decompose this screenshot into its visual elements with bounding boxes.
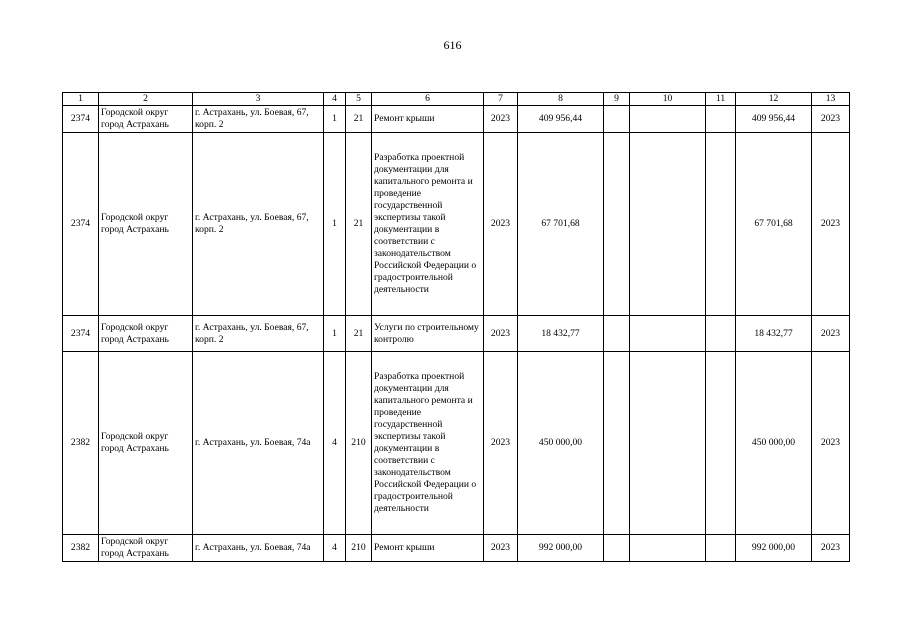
cell-amount-total: 450 000,00 xyxy=(736,352,812,535)
cell-amount: 992 000,00 xyxy=(518,535,604,562)
cell-col4: 1 xyxy=(324,106,346,133)
col-header: 6 xyxy=(372,93,484,106)
cell-year: 2023 xyxy=(484,133,518,316)
col-header: 3 xyxy=(193,93,324,106)
cell-col11 xyxy=(706,352,736,535)
cell-col9 xyxy=(604,133,630,316)
col-header: 2 xyxy=(99,93,193,106)
cell-work-type: Ремонт крыши xyxy=(372,106,484,133)
cell-work-type: Разработка проектной документации для капитального ремонта и проведение государственной экспертизы такой документации в соответствии с законодательством Российской Федерации о градостроительной деятельности xyxy=(372,133,484,316)
cell-amount-total: 409 956,44 xyxy=(736,106,812,133)
cell-col10 xyxy=(630,106,706,133)
page-number: 616 xyxy=(443,38,462,52)
cell-col11 xyxy=(706,316,736,352)
cell-id: 2374 xyxy=(63,106,99,133)
cell-col5: 210 xyxy=(346,352,372,535)
cell-id: 2374 xyxy=(63,316,99,352)
cell-col11 xyxy=(706,535,736,562)
cell-col9 xyxy=(604,352,630,535)
cell-col9 xyxy=(604,535,630,562)
cell-year: 2023 xyxy=(484,316,518,352)
col-header: 11 xyxy=(706,93,736,106)
col-header: 5 xyxy=(346,93,372,106)
repair-registry-table xyxy=(62,92,850,562)
col-header: 4 xyxy=(324,93,346,106)
cell-municipality: Городской округ город Астрахань xyxy=(99,106,193,133)
cell-id: 2382 xyxy=(63,535,99,562)
table-row xyxy=(63,316,850,352)
cell-amount: 18 432,77 xyxy=(518,316,604,352)
cell-year-end: 2023 xyxy=(812,106,850,133)
cell-year-end: 2023 xyxy=(812,352,850,535)
cell-year: 2023 xyxy=(484,535,518,562)
cell-amount: 450 000,00 xyxy=(518,352,604,535)
table-row xyxy=(63,535,850,562)
cell-col10 xyxy=(630,316,706,352)
cell-address: г. Астрахань, ул. Боевая, 74а xyxy=(193,535,324,562)
col-header: 13 xyxy=(812,93,850,106)
cell-municipality: Городской округ город Астрахань xyxy=(99,352,193,535)
cell-address: г. Астрахань, ул. Боевая, 67, корп. 2 xyxy=(193,133,324,316)
cell-amount-total: 18 432,77 xyxy=(736,316,812,352)
cell-col9 xyxy=(604,106,630,133)
cell-address: г. Астрахань, ул. Боевая, 74а xyxy=(193,352,324,535)
cell-col11 xyxy=(706,133,736,316)
cell-col10 xyxy=(630,352,706,535)
cell-work-type: Разработка проектной документации для капитального ремонта и проведение государственной экспертизы такой документации в соответствии с законодательством Российской Федерации о градостроительной деятельности xyxy=(372,352,484,535)
cell-col4: 1 xyxy=(324,133,346,316)
cell-col5: 21 xyxy=(346,316,372,352)
cell-col9 xyxy=(604,316,630,352)
col-header: 7 xyxy=(484,93,518,106)
cell-col5: 210 xyxy=(346,535,372,562)
cell-work-type: Услуги по строительному контролю xyxy=(372,316,484,352)
cell-amount: 409 956,44 xyxy=(518,106,604,133)
cell-col4: 4 xyxy=(324,352,346,535)
table-row xyxy=(63,133,850,316)
cell-id: 2382 xyxy=(63,352,99,535)
cell-col5: 21 xyxy=(346,133,372,316)
cell-municipality: Городской округ город Астрахань xyxy=(99,316,193,352)
cell-address: г. Астрахань, ул. Боевая, 67, корп. 2 xyxy=(193,316,324,352)
cell-amount-total: 67 701,68 xyxy=(736,133,812,316)
cell-id: 2374 xyxy=(63,133,99,316)
cell-work-type: Ремонт крыши xyxy=(372,535,484,562)
cell-year-end: 2023 xyxy=(812,535,850,562)
cell-col4: 4 xyxy=(324,535,346,562)
cell-col5: 21 xyxy=(346,106,372,133)
cell-year-end: 2023 xyxy=(812,133,850,316)
col-header: 1 xyxy=(63,93,99,106)
cell-col10 xyxy=(630,535,706,562)
table-row xyxy=(63,352,850,535)
col-header: 9 xyxy=(604,93,630,106)
cell-year-end: 2023 xyxy=(812,316,850,352)
cell-year: 2023 xyxy=(484,106,518,133)
cell-year: 2023 xyxy=(484,352,518,535)
cell-amount-total: 992 000,00 xyxy=(736,535,812,562)
col-header: 10 xyxy=(630,93,706,106)
col-header: 12 xyxy=(736,93,812,106)
table-row xyxy=(63,106,850,133)
cell-col4: 1 xyxy=(324,316,346,352)
cell-address: г. Астрахань, ул. Боевая, 67, корп. 2 xyxy=(193,106,324,133)
header-row xyxy=(63,93,850,106)
cell-col10 xyxy=(630,133,706,316)
cell-col11 xyxy=(706,106,736,133)
cell-amount: 67 701,68 xyxy=(518,133,604,316)
col-header: 8 xyxy=(518,93,604,106)
cell-municipality: Городской округ город Астрахань xyxy=(99,133,193,316)
cell-municipality: Городской округ город Астрахань xyxy=(99,535,193,562)
